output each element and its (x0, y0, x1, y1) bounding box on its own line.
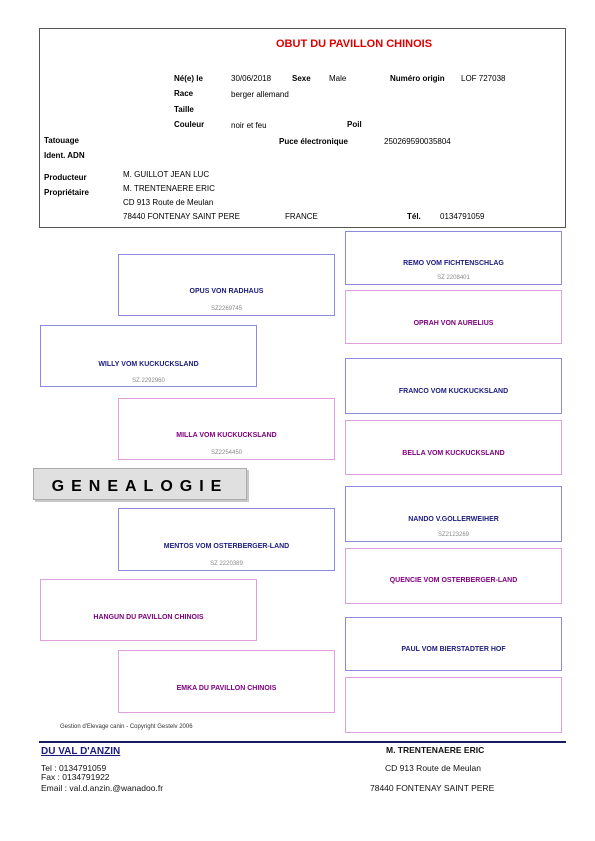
dog-name: OPUS VON RADHAUS (189, 288, 264, 295)
chip-value: 250269590035804 (384, 137, 451, 146)
pedigree-box-gen2-sd (118, 398, 335, 460)
size-label: Taille (174, 105, 194, 114)
dog-name: MENTOS VOM OSTERBERGER-LAND (163, 543, 290, 550)
sex-label: Sexe (292, 74, 311, 83)
pedigree-box-dam (40, 579, 257, 641)
genealogie-banner (33, 468, 247, 500)
color-label: Couleur (174, 120, 205, 129)
footer-address: CD 913 Route de Meulan (385, 763, 481, 773)
producer-value: M. GUILLOT JEAN LUC (123, 170, 210, 179)
dog-name: MILLA VOM KUCKUCKSLAND (176, 432, 277, 439)
footer-city: 78440 FONTENAY SAINT PERE (370, 783, 495, 793)
registration-number: SZ 2220389 (210, 561, 243, 567)
breed-value: berger allemand (231, 90, 289, 99)
dog-name: QUENCIE VOM OSTERBERGER-LAND (389, 577, 518, 584)
pedigree-box-gen3-ddd (345, 677, 562, 733)
color-value: noir et feu (231, 121, 267, 130)
kennel-name: DU VAL D'ANZIN (41, 746, 121, 757)
dog-name: HANGUN DU PAVILLON CHINOIS (93, 614, 204, 621)
owner-name: M. TRENTENAERE ERIC (123, 184, 215, 193)
dog-name: WILLY VOM KUCKUCKSLAND (98, 361, 199, 368)
born-label: Né(e) le (174, 74, 203, 83)
footer-divider (39, 741, 566, 743)
pedigree-box-gen2-ds (118, 508, 335, 571)
registration-number: SZ2269745 (210, 306, 243, 312)
chip-label: Puce électronique (279, 137, 348, 146)
pedigree-box-gen3-dss (345, 486, 562, 542)
tel-value: 0134791059 (440, 212, 485, 221)
dog-name-title: OBUT DU PAVILLON CHINOIS (276, 38, 433, 50)
registration-number: SZ 2208401 (437, 275, 470, 281)
pedigree-box-gen3-dsd (345, 548, 562, 604)
footer-email: Email : val.d.anzin.@wanadoo.fr (41, 783, 164, 793)
owner-address: CD 913 Route de Meulan (123, 198, 214, 207)
sex-value: Male (329, 74, 347, 83)
dna-label: Ident. ADN (44, 151, 85, 160)
pedigree-box-sire (40, 325, 257, 387)
dog-name: EMKA DU PAVILLON CHINOIS (176, 685, 277, 692)
dog-info-panel (39, 28, 566, 228)
pedigree-box-gen3-dds (345, 617, 562, 671)
tel-label: Tél. (407, 212, 421, 221)
dog-name: REMO VOM FICHTENSCHLAG (403, 260, 504, 267)
dog-name: OPRAH VON AURELIUS (413, 320, 494, 327)
pedigree-box-gen3-sss (345, 231, 562, 285)
pedigree-box-gen3-sdd (345, 420, 562, 475)
pedigree-box-gen3-ssd (345, 290, 562, 344)
copyright-text: Gestion d'Elevage canin - Copyright Gestelv 2006 (60, 724, 193, 730)
registration-number: SZ.2292960 (132, 378, 165, 384)
dog-name: NANDO V.GOLLERWEIHER (408, 516, 499, 523)
pedigree-box-gen2-ss (118, 254, 335, 316)
dog-name: BELLA VOM KUCKUCKSLAND (402, 450, 505, 457)
origin-value: LOF 727038 (461, 74, 506, 83)
born-value: 30/06/2018 (231, 74, 272, 83)
registration-number: SZ2123269 (437, 532, 470, 538)
origin-label: Numéro origin (390, 74, 445, 83)
producer-label: Producteur (44, 173, 87, 182)
tattoo-label: Tatouage (44, 136, 79, 145)
owner-city: 78440 FONTENAY SAINT PERE (123, 212, 240, 221)
genealogie-title: GENEALOGIE (51, 478, 229, 495)
footer-owner: M. TRENTENAERE ERIC (386, 745, 485, 755)
owner-country: FRANCE (285, 212, 318, 221)
pedigree-box-gen3-sds (345, 358, 562, 414)
breed-label: Race (174, 89, 194, 98)
registration-number: SZ2254450 (210, 450, 243, 456)
coat-label: Poil (347, 120, 362, 129)
pedigree-box-gen2-dd (118, 650, 335, 713)
dog-name: PAUL VOM BIERSTADTER HOF (401, 646, 506, 653)
dog-name: FRANCO VOM KUCKUCKSLAND (398, 388, 509, 395)
owner-label: Propriétaire (44, 188, 89, 197)
footer-tel: Tel : 0134791059 (41, 763, 107, 773)
footer-fax: Fax : 0134791922 (41, 772, 110, 782)
